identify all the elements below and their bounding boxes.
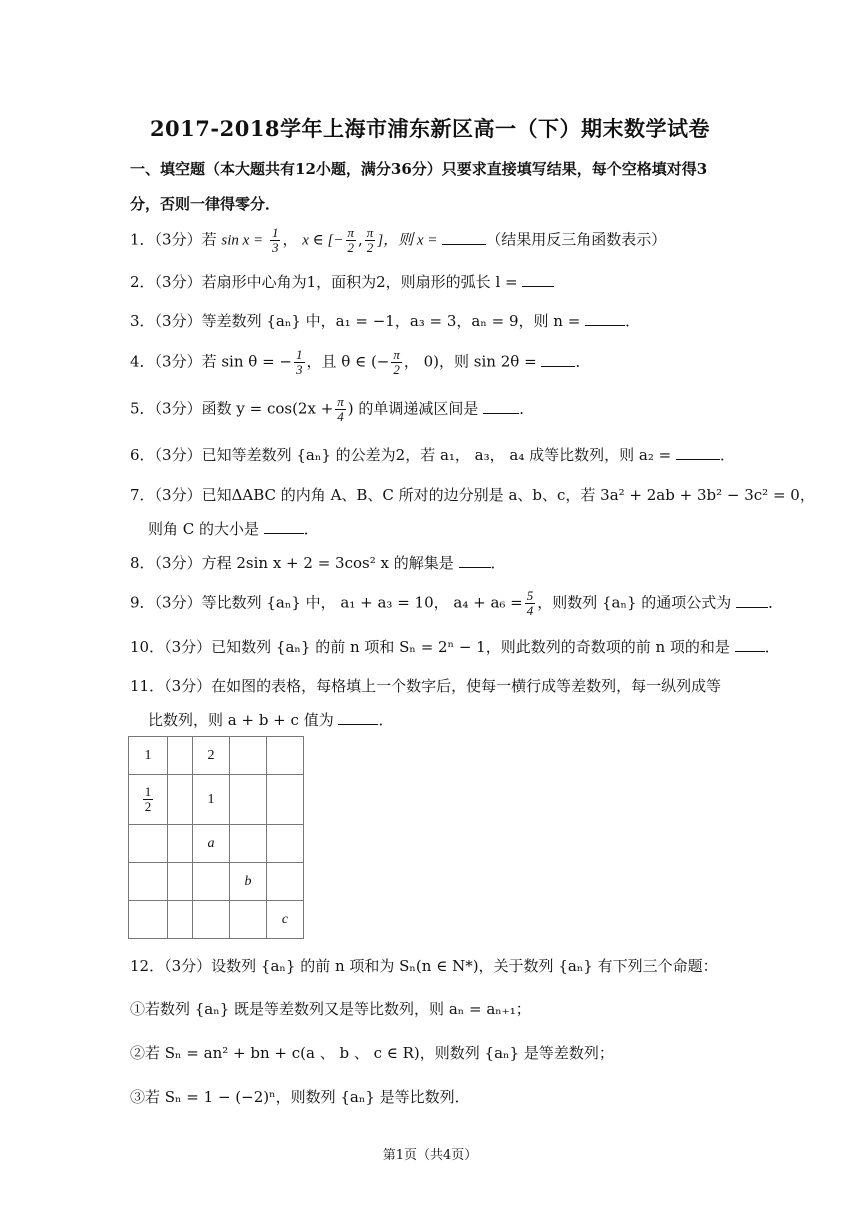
question-text: 已知等差数列 {aₙ} 的公差为2，若 a₁， a₃， a₄ 成等比数列，则 a₂ = [201,446,672,464]
question-11 [130,675,721,696]
grid-cell [129,825,168,863]
fraction: $\frac{1}{3}$ [296,347,303,377]
answer-blank[interactable] [676,445,720,460]
question-score: （3分） [154,554,202,572]
question-text: 等比数列 {aₙ} 中， a₁ + a₃ = 10， a₄ + a₆ = [201,593,523,612]
fraction: $\frac{\pi}{2}$ [393,347,400,377]
proposition-2: ②若 Sₙ = an² + bn + c(a 、 b 、 c ∈ R)，则数列 {aₙ} 是等差数列； [130,1044,614,1062]
grid-cell [267,825,304,863]
question-text: 已知数列 {aₙ} 的前 n 项和 Sₙ = 2ⁿ − 1，则此数列的奇数项的前 n 项的和是 [211,638,730,656]
grid-cell [230,775,267,825]
question-number: 1． [130,230,155,249]
question-number: 12． [130,957,165,975]
question-score: （3分） [164,957,212,975]
math-expression: sin x = [221,232,264,249]
answer-blank[interactable] [338,710,378,725]
table-row [129,863,304,901]
question-8: 8．（3分）方程 2sin x + 2 = 3cos² x 的解集是 ． [130,554,506,572]
question-text: 设数列 {aₙ} 的前 n 项和为 Sₙ(n ∈ N*)，关于数列 {aₙ} 有下列三个命题： [211,957,718,975]
question-text: 函数 y = cos(2x + [201,399,334,418]
grid-cell: 2 [193,737,230,775]
grid-cell [168,863,193,901]
grid-cell [193,863,230,901]
section-heading-line2: 分，否则一律得零分． [130,195,281,213]
question-score: （3分） [154,593,202,612]
question-12 [130,955,718,976]
question-number: 2． [130,273,155,291]
grid-cell [230,737,267,775]
question-number: 4． [130,352,155,371]
question-text: 已知ΔABC 的内角 A、B、C 所对的边分别是 a、b、c，若 3a² + 2ab + 3b² − 3c² = 0， [201,486,815,504]
question-text: 则角 C 的大小是 [148,520,260,538]
grid-cell [129,901,168,939]
question-score: （3分） [154,486,202,504]
fraction: $\frac{\pi}{2}$ [347,225,355,255]
question-number: 5． [130,399,155,418]
question-number: 8． [130,554,155,572]
grid-cell [129,863,168,901]
grid-cell [168,825,193,863]
fraction: $\frac{\pi}{4}$ [337,394,344,424]
grid-cell [267,863,304,901]
question-score: （3分） [154,230,202,249]
answer-blank[interactable] [736,593,768,608]
grid-cell [267,775,304,825]
grid-cell [193,901,230,939]
question-score: （3分） [154,446,202,464]
question-score: （3分） [164,638,212,656]
page-footer: 第1页（共4页） [382,1148,478,1163]
question-10: 10．（3分）已知数列 {aₙ} 的前 n 项和 Sₙ = 2ⁿ − 1，则此数列的奇数项的前 n 项的和是 ． [130,638,780,656]
grid-cell: c [267,901,304,939]
fraction: $\frac{5}{4}$ [526,588,534,618]
question-text: 比数列，则 a + b + c 值为 [148,711,334,729]
grid-cell [168,775,193,825]
question-text: 在如图的表格，每格填上一个数字后，使每一横行成等差数列，每一纵列成等 [211,677,722,695]
question-score: （3分） [164,677,212,695]
table-row [129,775,304,825]
fraction: $\frac{1}{3}$ [271,225,279,255]
question-text: 方程 2sin x + 2 = 3cos² x 的解集是 [201,554,454,572]
question-score: （3分） [154,312,202,330]
fraction: $\frac{\pi}{2}$ [366,225,374,255]
table-row [129,825,304,863]
grid-cell [168,737,193,775]
grid-cell [267,737,304,775]
question-number: 7． [130,486,155,504]
section-heading-line1: 一、填空题（本大题共有12小题，满分36分）只要求直接填写结果，每个空格填对得3 [130,160,708,178]
answer-blank[interactable] [442,230,486,245]
question-text: 若扇形中心角为1，面积为2，则扇形的弧长 l = [201,273,518,291]
grid-cell-fraction [129,775,168,825]
fraction: $\frac{1}{2}$ [144,784,152,814]
answer-blank[interactable] [459,553,491,568]
grid-cell: b [230,863,267,901]
question-7 [130,484,815,505]
question-7-line2: 则角 C 的大小是 ． [148,520,319,538]
proposition-3: ③若 Sₙ = 1 − (−2)ⁿ，则数列 {aₙ} 是等比数列． [130,1088,470,1106]
answer-blank[interactable] [264,519,304,534]
grid-cell: 1 [193,775,230,825]
grid-cell [168,901,193,939]
answer-blank[interactable] [483,399,519,414]
question-3: 3．（3分）等差数列 {aₙ} 中，a₁ = −1，a₃ = 3，aₙ = 9，则 n = ． [130,312,641,330]
question-score: （3分） [154,273,202,291]
question-1: 1．（3分）若 sin x = $\frac{1}{3}$ ， x ∈ [− $\frac{\pi}{2}$ , $\frac{\pi}{2}$ ]，则 x = （结果用反三角函数表示） [130,225,667,255]
question-score: （3分） [154,399,202,418]
question-text: 等差数列 {aₙ} 中，a₁ = −1，a₃ = 3，aₙ = 9，则 n = [201,312,581,330]
question-4: 4．（3分）若 sin θ = − $\frac{1}{3}$ ，且 θ ∈ (− $\frac{\pi}{2}$ ， 0)，则 sin 2θ = ． [130,347,591,377]
math-expression: x ∈ [− [302,232,344,249]
question-number: 6． [130,446,155,464]
question-11-line2: 比数列，则 a + b + c 值为 ． [148,711,394,729]
answer-blank[interactable] [585,311,625,326]
question-text: 若 sin θ = − [201,352,292,371]
question-text: 若 [201,230,217,249]
answer-blank[interactable] [522,272,554,287]
answer-blank[interactable] [735,637,765,652]
proposition-1: ①若数列 {aₙ} 既是等差数列又是等比数列，则 aₙ = aₙ₊₁； [130,1000,531,1018]
question-2 [130,271,554,292]
math-expression: ]，则 x = [377,232,438,249]
question-number: 11． [130,677,165,695]
table-row [129,737,304,775]
question-number: 10． [130,638,165,656]
question-6: 6．（3分）已知等差数列 {aₙ} 的公差为2，若 a₁， a₃， a₄ 成等比数列，则 a₂ = ． [130,446,735,464]
number-grid-table [128,736,304,939]
question-note: （结果用反三角函数表示） [486,230,667,249]
page-title: 2017-2018学年上海市浦东新区高一（下）期末数学试卷 [149,116,711,141]
question-9: 9．（3分）等比数列 {aₙ} 中， a₁ + a₃ = 10， a₄ + a₆ = $\frac{5}{4}$ ，则数列 {aₙ} 的通项公式为 ． [130,588,784,618]
question-5: 5．（3分）函数 y = cos(2x + $\frac{\pi}{4}$ ) 的单调递减区间是 ． [130,394,535,424]
table-row [129,901,304,939]
question-number: 9． [130,593,155,612]
grid-cell [230,901,267,939]
grid-cell [230,825,267,863]
grid-cell: 1 [129,737,168,775]
grid-cell: a [193,825,230,863]
question-score: （3分） [154,352,202,371]
answer-blank[interactable] [541,352,575,367]
question-number: 3． [130,312,155,330]
